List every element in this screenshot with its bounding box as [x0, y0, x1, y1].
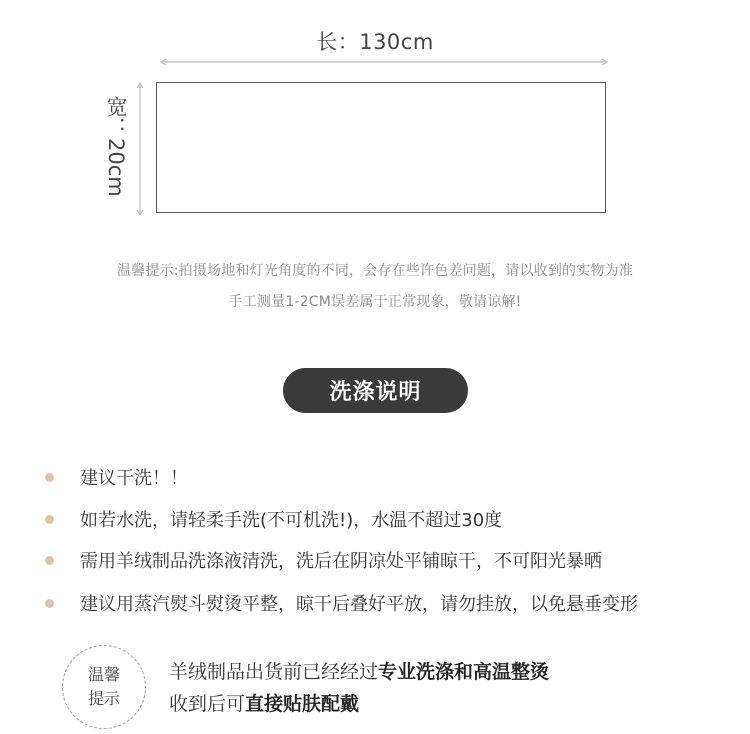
width-arrow	[136, 82, 144, 216]
bullet-dot-icon	[45, 556, 54, 565]
notice-emphasis: 直接贴肤配戴	[245, 693, 360, 715]
list-item	[45, 463, 188, 491]
notice-badge	[62, 645, 146, 729]
measurement-tip: 手工测量1-2CM误差属于正常现象，敬请谅解!	[228, 294, 522, 310]
notice-text: 收到后可	[169, 693, 246, 715]
scarf-outline	[156, 82, 606, 213]
list-item-text: 如若水洗，请轻柔手洗(不可机洗!)，水温不超过30度	[80, 510, 503, 531]
color-difference-tip: 温馨提示:拍摄场地和灯光角度的不同，会存在些许色差问题，请以收到的实物为准	[116, 263, 634, 279]
list-item	[45, 546, 602, 574]
list-item	[45, 505, 502, 533]
width-label: 宽：20cm	[104, 96, 128, 197]
list-item-text: 建议干洗！！	[80, 468, 188, 489]
notice-line	[169, 657, 549, 684]
list-item	[45, 589, 638, 617]
notice-text: 羊绒制品出货前已经经过	[169, 661, 379, 683]
badge-line: 温馨	[87, 665, 120, 684]
badge-line: 提示	[87, 689, 120, 708]
notice-emphasis: 专业洗涤和高温整烫	[378, 661, 550, 683]
section-title: 洗涤说明	[283, 368, 468, 413]
length-arrow	[158, 58, 610, 66]
bullet-dot-icon	[45, 515, 54, 524]
length-label: 长：130cm	[316, 30, 434, 54]
notice-line	[169, 689, 359, 716]
list-item-text: 建议用蒸汽熨斗熨烫平整，晾干后叠好平放，请勿挂放，以免悬垂变形	[80, 594, 638, 615]
bullet-dot-icon	[45, 473, 54, 482]
list-item-text: 需用羊绒制品洗涤液清洗，洗后在阴凉处平铺晾干，不可阳光暴晒	[80, 551, 602, 572]
bullet-dot-icon	[45, 599, 54, 608]
